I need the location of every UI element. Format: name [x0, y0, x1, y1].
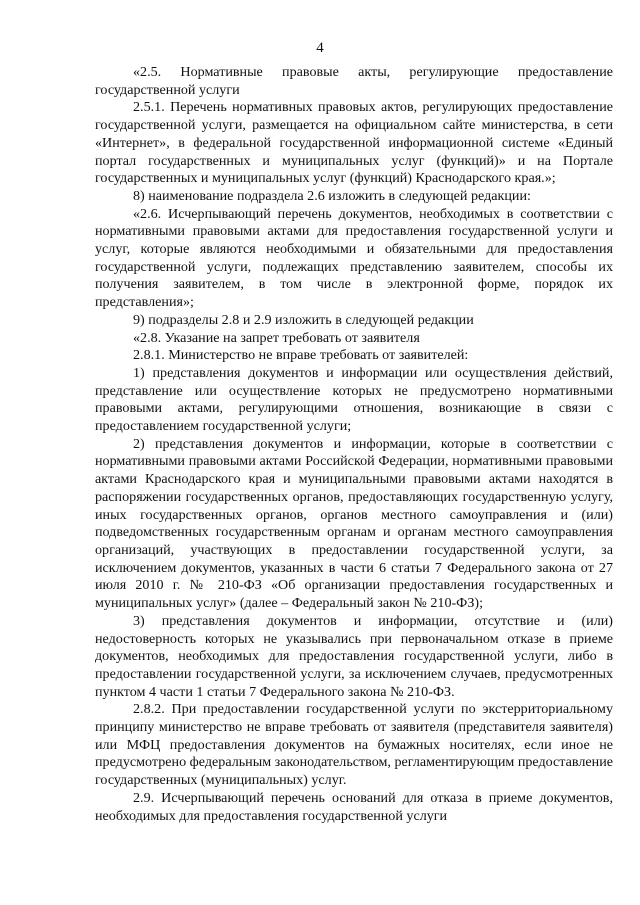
paragraph-2-8-1-item-2: 2) представления документов и информации, которые в соответствии с нормативными правовыми актами Российской Федерации, нормативными правовыми актами Краснодарского края и муниципальными правовыми актами находятся в распоряжении государственных органов, предоставляющих государственную услугу, иных государственных органов, органов местного самоуправления и (или) подведомственных государственным органам и органам местного самоуправления организаций, участвующих в предоставлении государственной услуги, за исключением документов, указанных в части 6 статьи 7 Федерального закона от 27 июля 2010 г. № 210-ФЗ «Об организации предоставления государственных и муниципальных услуг» (далее – Федеральный закон № 210-ФЗ);	[95, 435, 613, 612]
document-body	[95, 64, 613, 825]
paragraph-2-8-1-item-3: 3) представления документов и информации, отсутствие и (или) недостоверность которых не указывались при первоначальном отказе в приеме документов, необходимых для предоставления государственной услуги, либо в предоставлении государственной услуги, за исключением случаев, предусмотренных пунктом 4 части 1 статьи 7 Федерального закона № 210-ФЗ.	[95, 612, 613, 700]
paragraph-2-8-1-item-1: 1) представления документов и информации или осуществления действий, представление или осуществление которых не предусмотрено нормативными правовыми актами, регулирующими отношения, возникающие в связи с предоставлением государственной услуги;	[95, 364, 613, 435]
paragraph-2-5-1: 2.5.1. Перечень нормативных правовых актов, регулирующих предоставление государственной услуги, размещается на официальном сайте министерства, в сети «Интернет», в федеральной государственной информационной системе «Единый портал государственных и муниципальных услуг (функций)» и на Портале государственных и муниципальных услуг (функций) Краснодарского края.»;	[95, 99, 613, 187]
paragraph-2-9-heading: 2.9. Исчерпывающий перечень оснований для отказа в приеме документов, необходимых для предоставления государственной услуги	[95, 789, 613, 824]
paragraph-2-8-2: 2.8.2. При предоставлении государственной услуги по экстерриториальному принципу министерство не вправе требовать от заявителя (представителя заявителя) или МФЦ предоставления документов на бумажных носителях, если иное не предусмотрено федеральным законодательством, регламентирующим предоставление государственных (муниципальных) услуг.	[95, 701, 613, 789]
paragraph-2-8-1: 2.8.1. Министерство не вправе требовать от заявителей:	[133, 347, 469, 364]
paragraph-2-5-heading: «2.5. Нормативные правовые акты, регулирующие предоставление государственной услуги	[95, 64, 613, 98]
paragraph-item-8: 8) наименование подраздела 2.6 изложить в следующей редакции:	[133, 187, 531, 204]
paragraph-2-8-heading: «2.8. Указание на запрет требовать от заявителя	[133, 329, 420, 346]
paragraph-item-9: 9) подразделы 2.8 и 2.9 изложить в следующей редакции	[133, 311, 474, 328]
paragraph-2-6-heading: «2.6. Исчерпывающий перечень документов, необходимых в соответствии с нормативными правовыми актами для предоставления государственной услуги и услуг, которые являются необходимыми и обязательными для предоставления государственной услуги, подлежащих представлению заявителем, способы их получения заявителем, в том числе в электронной форме, порядок их представления»;	[95, 205, 613, 311]
page-number: 4	[316, 40, 324, 56]
